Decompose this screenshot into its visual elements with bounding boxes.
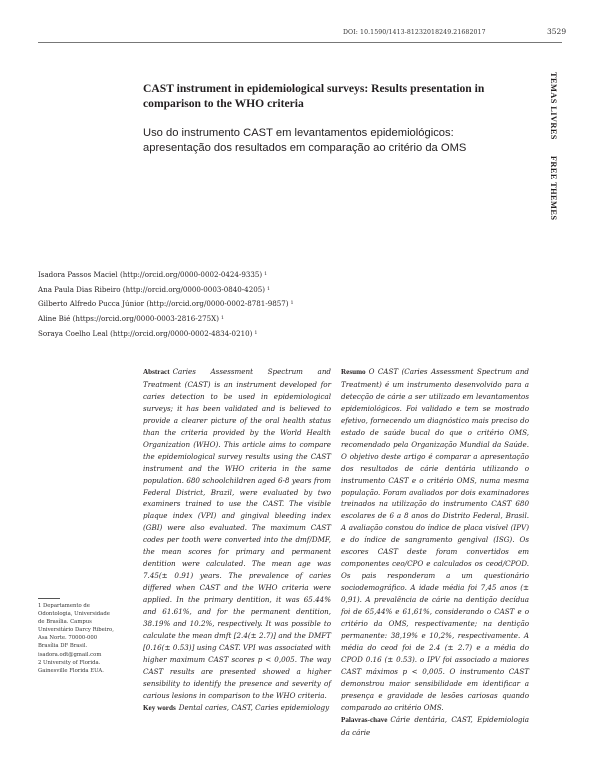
author-name[interactable]: Isadora Passos Maciel (http://orcid.org/0000-0002-0424-9335) (38, 270, 263, 279)
affiliation-line: Odontologia, Universidade (38, 611, 110, 618)
keywords-label: Key words (143, 703, 176, 712)
author-affiliation-mark: 1 (254, 330, 258, 336)
abstract-pt (341, 366, 529, 739)
resumo-text: O CAST (Caries Assessment Spectrum and Treatment) é um instrumento desenvolvido para a detecção de cárie a ser utilizado em levantamentos epidemiológicos. Foi validado e tem se mostrado efetivo, fornecendo um diagnóstico mais preciso do estado de saúde bucal do que o critério OMS, recomendado pela Organização Mundial da Saúde. O objetivo deste artigo é comparar a apresentação dos resultados de cárie dentária utilizando o instrumento CAST e o critério OMS, numa mesma população. Foram avaliados por dois examinadores treinados na utilização do instrumento CAST 680 escolares de 6 a 8 anos do Distrito Federal, Brasil. A avaliação constou do índice de placa visível (IPV) e do índice de sangramento gengival (ISG). Os escores CAST deste foram convertidos em componentes ceo/CPO e calculados os ceod/CPOD. Os pais responderam a um questionário sociodemográfico. A idade média foi 7,45 anos (± 0,91). A prevalência de cárie na dentição decídua foi de 65,44% e 61,61%, considerando o CAST e o critério da OMS, respectivamente; na dentição permanente: 38,19% e 10,2%, respectivamente. A média do ceod foi de 2.4 (± 2.7) e a média do CPOD 0.16 (± 0.53). o IPV foi associado a maiores CAST máximos p < 0,005. O instrumento CAST demonstrou maior sensibilidade em identificar a presença e gravidade de lesões cariosas quando comparado ao critério OMS. (341, 367, 529, 712)
affiliation-line: Brasília DF Brasil. (38, 643, 88, 650)
affiliation-note (38, 602, 134, 675)
affiliation-rule (38, 598, 60, 599)
author-affiliation-mark: 1 (290, 301, 294, 307)
keywords-en (143, 702, 331, 715)
article-title-pt: Uso do instrumento CAST em levantamentos epidemiológicos: apresentação dos resultados em comparação ao critério da OMS (143, 127, 467, 155)
abstract-text: Caries Assessment Spectrum and Treatment (CAST) is an instrument developed for caries detection to be used in epidemiological surveys; it has been validated and is believed to provide a clearer picture of the oral health status than the criteria provided by the World Health Organization (WHO). This article aims to compare the epidemiological survey results using the CAST instrument and the WHO criteria in the same population. 680 schoolchildren aged 6-8 years from Federal District, Brazil, were evaluated by two examiners trained to use the CAST. The visible plaque index (VPI) and gingival bleeding index (GBI) were also evaluated. The maximum CAST codes per tooth were converted into the dmf/DMF, the mean scores for primary and permanent dentition were calculated. The mean age was 7.45(± 0.91) years. The prevalence of caries differed when CAST and the WHO criteria were applied. In the primary dentition, it was 65.44% and 61.61%, and for the permanent dentition, 38.19% and 10.2%, respectively. It was possible to calculate the mean dmft [2.4(± 2.7)] and the DMFT [0.16(± 0.53)] using CAST. VPI was associated with higher maximum CAST scores p < 0,005. The way CAST results are presented showed a higher sensibility to identify the presence and severity of carious lesions in comparison to the WHO criteria. (143, 367, 331, 700)
section-tab-en: FREE THEMES (549, 155, 558, 221)
author-affiliation-mark: 1 (264, 272, 268, 277)
affiliation-line: Gainesville Florida EUA. (38, 667, 104, 674)
page-number: 3529 (547, 27, 567, 36)
section-tab-pt: TEMAS LIVRES (549, 72, 558, 140)
author-item (38, 327, 348, 342)
affiliation-line: Universitário Darcy Ribeiro, (38, 627, 114, 634)
section-tab-separator (549, 145, 558, 150)
doi: DOI: 10.1590/1413-81232018249.21682017 (343, 29, 486, 36)
abstract-en (143, 366, 331, 715)
author-name[interactable]: Ana Paula Dias Ribeiro (http://orcid.org/0000-0003-0840-4205) (38, 284, 266, 294)
palavras-chave-label: Palavras-chave (341, 715, 388, 724)
author-item (38, 312, 348, 327)
abstract-label: Abstract (143, 368, 170, 376)
author-affiliation-mark: 1 (267, 286, 271, 292)
affiliation-line: 1 Departamento de (38, 603, 90, 609)
header-rule (38, 42, 562, 43)
author-item (38, 297, 348, 312)
article-title-en: CAST instrument in epidemiological surveys: Results presentation in comparison to the WHO criteria (143, 82, 485, 110)
keywords-pt (341, 714, 529, 739)
affiliation-line: Asa Norte. 70000-000 (38, 635, 98, 642)
palavras-chave-text: Cárie dentária, CAST, Epidemiologia da cárie (341, 714, 529, 737)
author-name[interactable]: Soraya Coelho Leal (http://orcid.org/0000-0002-4834-0210) (38, 328, 253, 338)
affiliation-line: 2 University of Florida. (38, 659, 101, 666)
section-tab (536, 72, 558, 222)
resumo-label: Resumo (341, 368, 366, 376)
author-list (38, 268, 348, 342)
author-name[interactable]: Gilberto Alfredo Pucca Júnior (http://orcid.org/0000-0002-8781-9857) (38, 299, 289, 309)
author-affiliation-mark: 1 (221, 316, 225, 322)
keywords-text: Dental caries, CAST, Caries epidemiology (178, 702, 330, 712)
author-item (38, 268, 348, 283)
affiliation-email[interactable]: isadora.odt@gmail.com (38, 651, 102, 658)
author-name[interactable]: Aline Bié (https://orcid.org/0000-0003-2816-275X) (38, 314, 220, 324)
affiliation-line: de Brasília. Campus (38, 619, 92, 626)
author-item (38, 283, 348, 298)
